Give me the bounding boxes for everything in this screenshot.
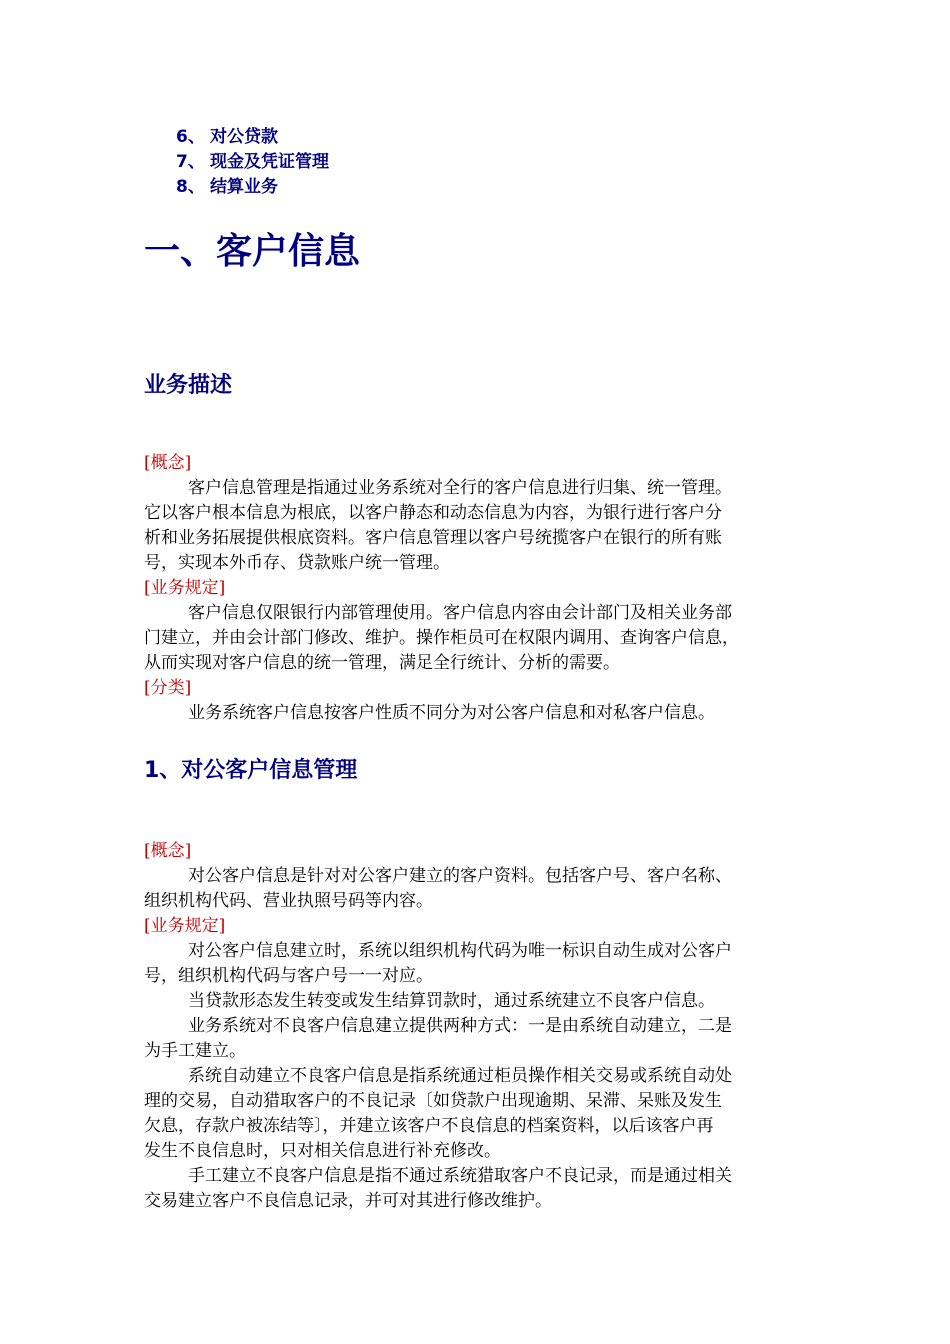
toc-item-6[interactable] [176,125,329,150]
paragraph-line: 对公客户信息建立时，系统以组织机构代码为唯一标识自动生成对公客户 [188,941,732,961]
paragraph-line: 系统自动建立不良客户信息是指系统通过柜员操作相关交易或系统自动处 [188,1066,732,1086]
paragraph-line: 业务系统对不良客户信息建立提供两种方式：一是由系统自动建立，二是 [188,1016,732,1036]
paragraph-line: 客户信息管理是指通过业务系统对全行的客户信息进行归集、统一管理。 [188,478,732,498]
concept-tag: [概念] [144,841,192,861]
paragraph-line: 析和业务拓展提供根底资料。客户信息管理以客户号统揽客户在银行的所有账 [144,528,722,548]
classification-tag: [分类] [144,678,192,698]
paragraph-line: 组织机构代码、营业执照号码等内容。 [144,891,433,911]
paragraph-line: 欠息，存款户被冻结等〕，并建立该客户不良信息的档案资料，以后该客户再 [144,1116,714,1136]
rules-tag: [业务规定] [144,916,226,936]
paragraph-line: 为手工建立。 [144,1041,246,1061]
section2-body [144,839,824,1214]
section-title-corporate-customer-info: 1、对公客户信息管理 [144,758,358,783]
paragraph-line: 业务系统客户信息按客户性质不同分为对公客户信息和对私客户信息。 [188,703,715,723]
toc-label: 对公贷款 [210,127,278,147]
paragraph-line: 交易建立客户不良信息记录，并可对其进行修改维护。 [144,1191,552,1211]
toc-number: 8、 [176,177,205,197]
toc-label: 现金及凭证管理 [210,152,329,172]
paragraph-line: 发生不良信息时，只对相关信息进行补充修改。 [144,1141,501,1161]
paragraph-line: 号，实现本外币存、贷款账户统一管理。 [144,553,450,573]
paragraph-line: 客户信息仅限银行内部管理使用。客户信息内容由会计部门及相关业务部 [188,603,732,623]
chapter-title: 一、客户信息 [144,231,361,272]
paragraph-line: 当贷款形态发生转变或发生结算罚款时，通过系统建立不良客户信息。 [188,991,715,1011]
paragraph-line: 号，组织机构代码与客户号一一对应。 [144,966,433,986]
toc-number: 6、 [176,127,205,147]
paragraph-line: 对公客户信息是针对对公客户建立的客户资料。包括客户号、客户名称、 [188,866,732,886]
section-title-business-description: 业务描述 [144,373,233,398]
concept-tag: [概念] [144,453,192,473]
toc-number: 7、 [176,152,205,172]
paragraph-line: 从而实现对客户信息的统一管理，满足全行统计、分析的需要。 [144,653,620,673]
paragraph-line: 它以客户根本信息为根底，以客户静态和动态信息为内容，为银行进行客户分 [144,503,722,523]
paragraph-line: 手工建立不良客户信息是指不通过系统猎取客户不良记录，而是通过相关 [188,1166,732,1186]
rules-tag: [业务规定] [144,578,226,598]
toc-list [176,125,329,200]
toc-item-8[interactable] [176,175,329,200]
paragraph-line: 理的交易，自动猎取客户的不良记录〔如贷款户出现逾期、呆滞、呆账及发生 [144,1091,722,1111]
toc-label: 结算业务 [210,177,278,197]
paragraph-line: 门建立，并由会计部门修改、维护。操作柜员可在权限内调用、查询客户信息， [144,628,739,648]
rules-paragraphs [144,939,824,1214]
section1-body [144,451,824,726]
toc-item-7[interactable] [176,150,329,175]
